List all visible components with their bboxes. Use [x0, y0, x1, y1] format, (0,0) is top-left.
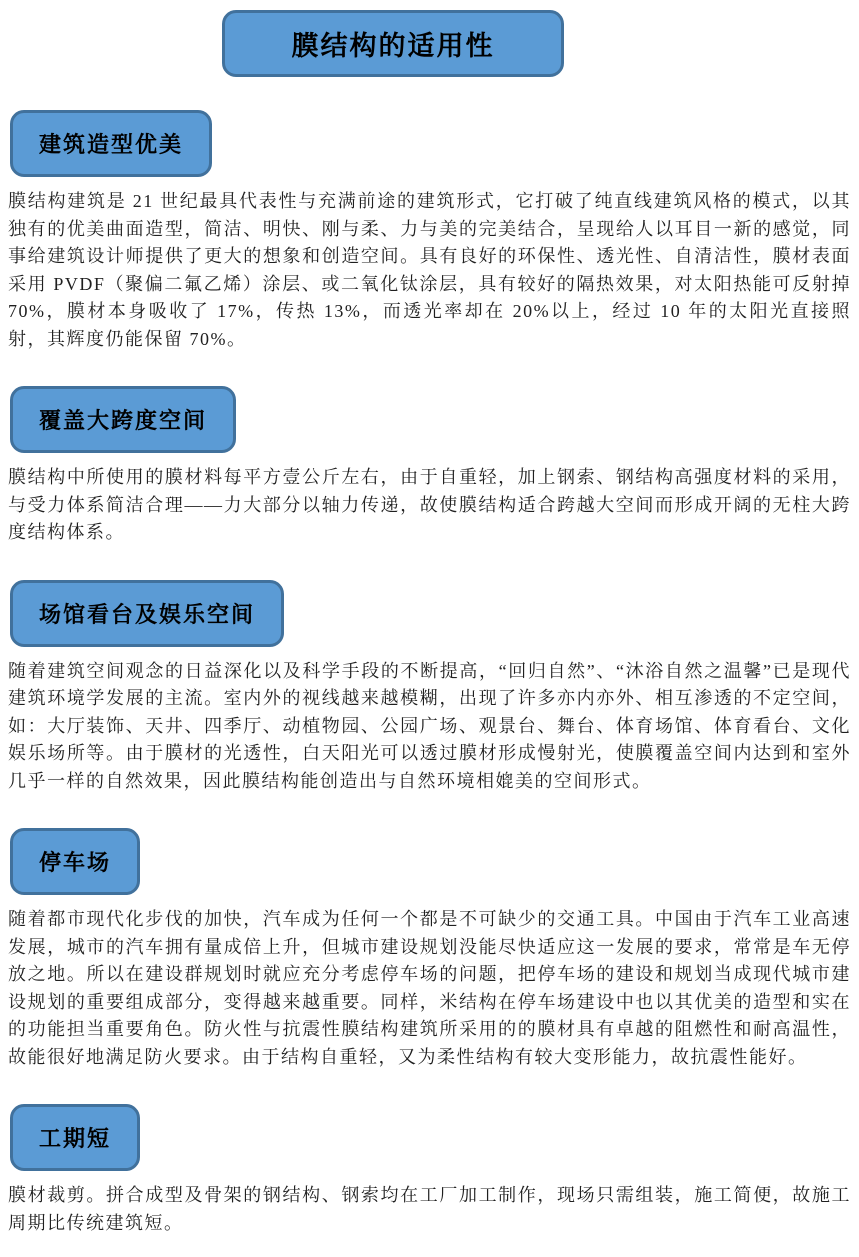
section-venues-entertainment	[8, 547, 851, 796]
document-title: 膜结构的适用性	[291, 31, 495, 61]
section-heading-building-shape: 建筑造型优美	[10, 110, 212, 177]
section-body-parking-lot: 随着都市现代化步伐的加快，汽车成为任何一个都是不可缺少的交通工具。中国由于汽车工业高速发展，城市的汽车拥有量成倍上升，但城市建设规划没能尽快适应这一发展的要求，常常是车无停放之地。所以在建设群规划时就应充分考虑停车场的问题，把停车场的建设和规划当成现代城市建设规划的重要组成部分，变得越来越重要。同样，米结构在停车场建设中也以其优美的造型和实在的功能担当重要角色。防火性与抗震性膜结构建筑所采用的的膜材具有卓越的阻燃性和耐高温性，故能很好地满足防火要求。由于结构自重轻，又为柔性结构有较大变形能力，故抗震性能好。	[8, 909, 851, 1067]
section-body-venues-entertainment: 随着建筑空间观念的日益深化以及科学手段的不断提高，“回归自然”、“沐浴自然之温馨”已是现代建筑环境学发展的主流。室内外的视线越来越模糊，出现了许多亦内亦外、相互渗透的不定空间，如：大厅装饰、天井、四季厅、动植物园、公园广场、观景台、舞台、体育场馆、体育看台、文化娱乐场所等。由于膜材的光透性，白天阳光可以透过膜材形成慢射光，使膜覆盖空间内达到和室外几乎一样的自然效果，因此膜结构能创造出与自然环境相媲美的空间形式。	[8, 660, 851, 791]
document-title-box	[222, 10, 564, 77]
section-heading-large-span: 覆盖大跨度空间	[10, 386, 236, 453]
section-short-construction-period	[8, 1071, 851, 1237]
section-parking-lot	[8, 795, 851, 1071]
section-heading-venues-entertainment: 场馆看台及娱乐空间	[10, 580, 284, 647]
section-heading-parking-lot: 停车场	[10, 828, 140, 895]
section-body-large-span: 膜结构中所使用的膜材料每平方壹公斤左右，由于自重轻，加上钢索、钢结构高强度材料的采用，与受力体系简洁合理——力大部分以轴力传递，故使膜结构适合跨越大空间而形成开阔的无柱大跨度结构体系。	[8, 467, 851, 542]
section-body-building-shape: 膜结构建筑是 21 世纪最具代表性与充满前途的建筑形式，它打破了纯直线建筑风格的模式，以其独有的优美曲面造型，简洁、明快、刚与柔、力与美的完美结合，呈现给人以耳目一新的感觉，同事给建筑设计师提供了更大的想象和创造空间。具有良好的环保性、透光性、自清洁性，膜材表面采用 PVDF（聚偏二氟乙烯）涂层、或二氧化钛涂层，具有较好的隔热效果，对太阳热能可反射掉 70%，膜材本身吸收了 17%，传热 13%，而透光率却在 20%以上，经过 10 年的太阳光直接照射，其辉度仍能保留 70%。	[8, 191, 851, 349]
section-large-span	[8, 353, 851, 547]
section-heading-short-construction-period: 工期短	[10, 1104, 140, 1171]
section-body-short-construction-period: 膜材裁剪。拼合成型及骨架的钢结构、钢索均在工厂加工制作，现场只需组装，施工简便，故施工周期比传统建筑短。	[8, 1185, 851, 1233]
section-building-shape	[8, 77, 851, 353]
